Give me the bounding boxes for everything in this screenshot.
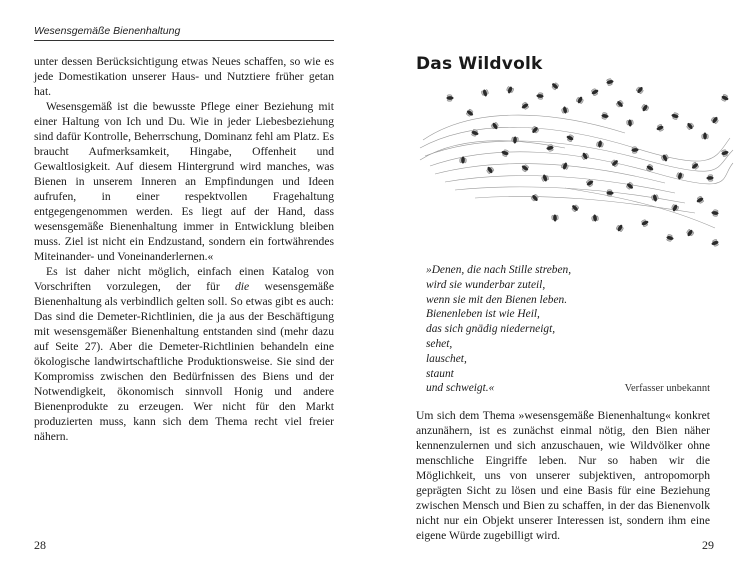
bee-figure xyxy=(635,85,644,94)
bee-figure xyxy=(550,81,559,90)
bee-figure xyxy=(666,234,674,242)
bee-figure xyxy=(695,195,704,204)
bee-figure xyxy=(520,101,529,110)
bee-figure xyxy=(530,125,539,134)
right-page xyxy=(375,0,750,575)
bee-figure xyxy=(656,124,665,133)
bee-figure xyxy=(685,228,694,237)
running-head: Wesensgemäße Bienenhaltung xyxy=(34,25,334,41)
bee-figure xyxy=(566,134,575,143)
poem-attribution: Verfasser unbekannt xyxy=(624,383,710,394)
bee-figure xyxy=(710,115,719,124)
paragraph-right: Um sich dem Thema »wesensgemäße Bienenhaltung« konkret anzunähern, ist es zunächst einmal nötig, den Bien näher kennenzulernen und sich anzuschauen, wie Wildvölker ohne menschliche Eingriffe leben. Nur so haben wir die Möglichkeit, uns von unserer subjektiven, antropomorph geprägten Sicht zu lösen und eine Basis für eine Beziehung zwischen Mensch und Bien zu schaffen, in der das Bienenvolk nicht nur ein Objekt unserer Interessen ist, sondern ihm eine eigene Würde zugebilligt wird. xyxy=(416,409,710,542)
bee-figure xyxy=(485,165,494,174)
bee-figure xyxy=(541,174,549,183)
bee-figure xyxy=(721,94,730,103)
bee-figure xyxy=(702,133,709,140)
paragraph-2: Wesensgemäß ist die bewusste Pflege einer Beziehung mit einer Haltung von Ich und Du. Wie in jeder Liebesbeziehung sind dafür Kontrolle, Beherrschung, Dominanz fehl am Platz. Es braucht Aufmerksamkeit, Hingabe, Offenheit und Gewaltlosigkeit. Auf diesem Hintergrund wird manches, was Bienen in unserem Inneren an Empfindungen und Ideen aufrufen, in einer respektvollen Fragehaltung entgegengenommen werden. Es liegt auf der Hand, dass wesensgemäße Bienenhaltung immer in Entwicklung bleiben muss. Ziel ist nicht ein Endzustand, sondern ein fortwährendes Miteinander- und Voneinanderlernen.« xyxy=(34,100,334,263)
poem-line: »Denen, die nach Stille streben, xyxy=(426,264,572,276)
bee-figure xyxy=(601,112,609,120)
bee-figure xyxy=(490,121,499,130)
bee-figure xyxy=(580,151,589,160)
paragraph-3-emphasis: die xyxy=(235,280,250,293)
poem-line: staunt xyxy=(426,367,454,380)
bee-figure xyxy=(645,163,654,172)
poem-line: wenn sie mit den Bienen leben. xyxy=(426,293,568,306)
bee-figure xyxy=(465,108,474,117)
bee-figure xyxy=(552,214,559,221)
bee-figure xyxy=(501,149,510,157)
page-number-left: 28 xyxy=(34,538,46,552)
bee-figure xyxy=(536,92,543,99)
poem-line: wird sie wunderbar zuteil, xyxy=(426,278,546,291)
bee-figure xyxy=(561,106,569,114)
bee-figure xyxy=(570,203,579,212)
bee-figure xyxy=(596,140,604,148)
bee-figure xyxy=(685,121,694,130)
bee-figure xyxy=(671,112,679,120)
bee-figure xyxy=(671,204,680,213)
poem-line: lauschet, xyxy=(426,352,467,365)
bee-figure xyxy=(711,239,720,247)
bee-figure xyxy=(661,154,670,163)
bee-figure xyxy=(606,78,614,86)
right-body-text xyxy=(416,408,710,543)
paragraph-1: unter dessen Berücksichtigung etwas Neues schaffen, so wie es jede Domestikation unserer Haus- und Nutztiere früher getan hat. xyxy=(34,55,334,98)
poem-line: sehet, xyxy=(426,337,453,350)
poem-line: das sich gnädig niederneigt, xyxy=(426,323,556,336)
bee-figure xyxy=(590,88,599,97)
bee-figure xyxy=(706,175,713,182)
poem xyxy=(426,263,706,396)
poem-line: Bienenleben ist wie Heil, xyxy=(426,308,540,321)
bee-figure xyxy=(576,95,585,104)
bee-figure xyxy=(546,144,554,152)
bee-figure xyxy=(625,181,634,190)
section-title: Das Wildvolk xyxy=(416,54,543,74)
paragraph-3 xyxy=(34,264,334,444)
poem-line: und schweigt.« xyxy=(426,382,495,395)
bee-figure xyxy=(640,103,649,112)
bee-figure xyxy=(631,146,639,153)
bee-figure xyxy=(711,209,719,216)
left-body-text xyxy=(34,54,334,444)
bee-figure xyxy=(651,194,659,202)
bee-figure xyxy=(506,86,515,95)
bee-figure xyxy=(641,219,650,228)
bee-figure xyxy=(610,158,619,167)
bee-swarm-illustration xyxy=(415,78,735,248)
bee-figure xyxy=(606,190,613,197)
bee-figure xyxy=(615,223,624,232)
bee-figure xyxy=(447,95,454,102)
bee-figure xyxy=(561,162,569,171)
bee-figure xyxy=(471,129,480,138)
bee-figure xyxy=(690,161,699,170)
page-number-right: 29 xyxy=(702,538,714,552)
bee-figure xyxy=(591,214,598,222)
bee-figure xyxy=(615,99,624,108)
bee-figure xyxy=(511,136,518,143)
bee-figure xyxy=(520,163,529,172)
paragraph-3-part-2: wesensgemäße Bienenhaltung als verbindlich gelten soll. So etwas gibt es auch: Das sind die Demeter-Richtlinien, die ja aus der Beschäftigung mit wesensgemäßer Bienenhaltung entstanden sind (mehr dazu auf Seite 27). Aber die Demeter-Richtlinien behandeln eine ökologische landwirtschaftliche Produktionsweise. Sie sind der Kompromiss zwischen den Bedürfnissen des Biens und der Notwendigkeit, ökonomisch sinnvoll Honig und andere Bienenprodukte zu erzeugen. Wer nicht für den Markt produzierten muss, kann sich dem Thema recht viel freier nähern. xyxy=(34,280,334,443)
paragraph-3-part-1: Es ist daher nicht möglich, einfach einen Katalog von Vorschriften vorzulegen, der für xyxy=(34,265,334,293)
bee-figure xyxy=(530,193,539,202)
bee-figure xyxy=(481,89,489,97)
bee-figure xyxy=(626,119,633,126)
